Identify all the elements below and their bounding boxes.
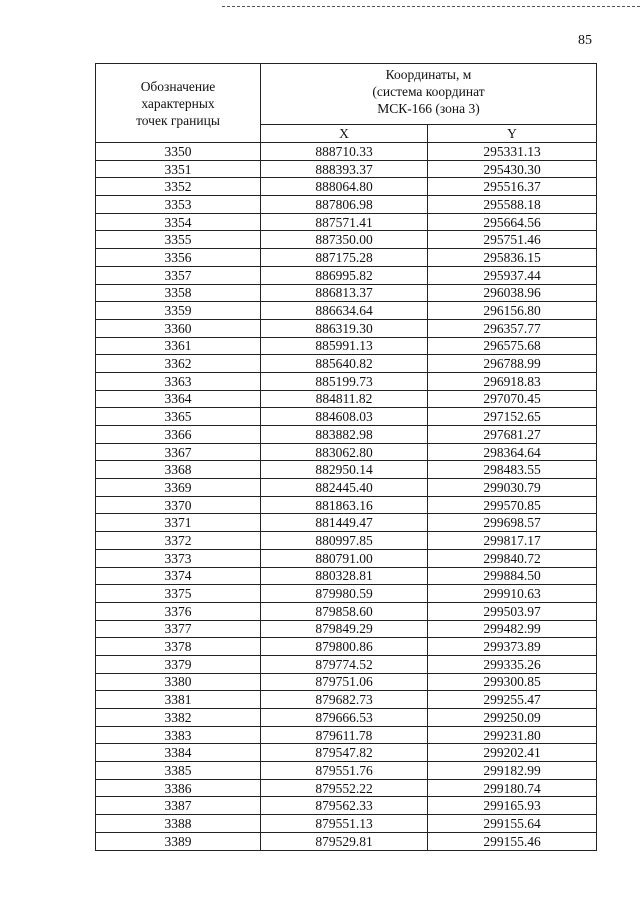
point-id-cell: 3356 (96, 249, 261, 267)
y-coordinate-cell: 299255.47 (428, 691, 597, 709)
table-row (96, 213, 597, 231)
x-coordinate-cell: 881449.47 (261, 514, 428, 532)
table-row (96, 691, 597, 709)
point-id-cell: 3388 (96, 815, 261, 833)
x-coordinate-cell: 888064.80 (261, 178, 428, 196)
table-row (96, 426, 597, 444)
point-id-cell: 3362 (96, 355, 261, 373)
x-coordinate-cell: 879547.82 (261, 744, 428, 762)
table-row (96, 567, 597, 585)
table-row (96, 390, 597, 408)
point-id-cell: 3381 (96, 691, 261, 709)
y-coordinate-cell: 299300.85 (428, 673, 597, 691)
point-id-cell: 3382 (96, 709, 261, 727)
point-id-cell: 3368 (96, 461, 261, 479)
x-coordinate-cell: 879849.29 (261, 620, 428, 638)
x-coordinate-cell: 879800.86 (261, 638, 428, 656)
x-coordinate-cell: 887571.41 (261, 213, 428, 231)
point-id-cell: 3351 (96, 160, 261, 178)
table-row (96, 302, 597, 320)
y-coordinate-cell: 296357.77 (428, 319, 597, 337)
y-coordinate-cell: 299570.85 (428, 496, 597, 514)
x-coordinate-cell: 888393.37 (261, 160, 428, 178)
table-row (96, 319, 597, 337)
y-coordinate-cell: 296918.83 (428, 372, 597, 390)
point-id-cell: 3383 (96, 726, 261, 744)
point-id-cell: 3370 (96, 496, 261, 514)
x-coordinate-cell: 887806.98 (261, 196, 428, 214)
table-row (96, 479, 597, 497)
x-coordinate-cell: 879551.76 (261, 762, 428, 780)
y-coordinate-cell: 299202.41 (428, 744, 597, 762)
table-row (96, 779, 597, 797)
coordinates-table (95, 63, 597, 851)
x-coordinate-cell: 887350.00 (261, 231, 428, 249)
x-coordinate-cell: 879858.60 (261, 602, 428, 620)
page-number: 85 (578, 33, 592, 48)
table-row (96, 532, 597, 550)
table-row (96, 408, 597, 426)
x-coordinate-cell: 879751.06 (261, 673, 428, 691)
table-row (96, 744, 597, 762)
table-row (96, 284, 597, 302)
point-id-cell: 3384 (96, 744, 261, 762)
table-row (96, 196, 597, 214)
x-column-header: X (261, 125, 428, 143)
table-row (96, 585, 597, 603)
y-coordinate-cell: 299155.64 (428, 815, 597, 833)
x-coordinate-cell: 879529.81 (261, 832, 428, 850)
x-coordinate-cell: 882445.40 (261, 479, 428, 497)
y-coordinate-cell: 295430.30 (428, 160, 597, 178)
y-coordinate-cell: 299155.46 (428, 832, 597, 850)
x-coordinate-cell: 879980.59 (261, 585, 428, 603)
y-coordinate-cell: 296038.96 (428, 284, 597, 302)
y-coordinate-cell: 297070.45 (428, 390, 597, 408)
y-coordinate-cell: 299030.79 (428, 479, 597, 497)
x-coordinate-cell: 879552.22 (261, 779, 428, 797)
x-coordinate-cell: 886813.37 (261, 284, 428, 302)
point-id-cell: 3366 (96, 426, 261, 444)
x-coordinate-cell: 888710.33 (261, 143, 428, 161)
x-coordinate-cell: 881863.16 (261, 496, 428, 514)
y-coordinate-cell: 296156.80 (428, 302, 597, 320)
table-row (96, 655, 597, 673)
y-coordinate-cell: 297152.65 (428, 408, 597, 426)
table-row (96, 709, 597, 727)
table-row (96, 726, 597, 744)
table-row (96, 337, 597, 355)
table-row (96, 266, 597, 284)
y-coordinate-cell: 299165.93 (428, 797, 597, 815)
table-row (96, 673, 597, 691)
point-id-cell: 3367 (96, 443, 261, 461)
table-body (96, 143, 597, 851)
point-id-cell: 3364 (96, 390, 261, 408)
y-coordinate-cell: 295331.13 (428, 143, 597, 161)
y-coordinate-cell: 298364.64 (428, 443, 597, 461)
x-coordinate-cell: 880328.81 (261, 567, 428, 585)
table-row (96, 832, 597, 850)
point-designation-header: Обозначение характерных точек границы (96, 64, 261, 143)
x-coordinate-cell: 880791.00 (261, 549, 428, 567)
point-id-cell: 3372 (96, 532, 261, 550)
x-coordinate-cell: 879551.13 (261, 815, 428, 833)
y-coordinate-cell: 299182.99 (428, 762, 597, 780)
point-id-cell: 3369 (96, 479, 261, 497)
point-id-cell: 3360 (96, 319, 261, 337)
x-coordinate-cell: 884608.03 (261, 408, 428, 426)
x-coordinate-cell: 887175.28 (261, 249, 428, 267)
table-row (96, 461, 597, 479)
table-row (96, 443, 597, 461)
x-coordinate-cell: 886319.30 (261, 319, 428, 337)
table-row (96, 815, 597, 833)
y-coordinate-cell: 295937.44 (428, 266, 597, 284)
table-row (96, 602, 597, 620)
y-coordinate-cell: 295751.46 (428, 231, 597, 249)
x-coordinate-cell: 882950.14 (261, 461, 428, 479)
point-id-cell: 3354 (96, 213, 261, 231)
point-id-cell: 3359 (96, 302, 261, 320)
point-id-cell: 3373 (96, 549, 261, 567)
point-id-cell: 3386 (96, 779, 261, 797)
table-row (96, 496, 597, 514)
y-coordinate-cell: 299373.89 (428, 638, 597, 656)
point-id-cell: 3371 (96, 514, 261, 532)
y-coordinate-cell: 295836.15 (428, 249, 597, 267)
x-coordinate-cell: 883062.80 (261, 443, 428, 461)
y-column-header: Y (428, 125, 597, 143)
point-id-cell: 3385 (96, 762, 261, 780)
y-coordinate-cell: 295588.18 (428, 196, 597, 214)
x-coordinate-cell: 886634.64 (261, 302, 428, 320)
point-id-cell: 3375 (96, 585, 261, 603)
x-coordinate-cell: 886995.82 (261, 266, 428, 284)
point-id-cell: 3387 (96, 797, 261, 815)
table-row (96, 231, 597, 249)
point-id-cell: 3355 (96, 231, 261, 249)
top-dashed-rule (222, 6, 640, 7)
point-id-cell: 3363 (96, 372, 261, 390)
y-coordinate-cell: 295516.37 (428, 178, 597, 196)
x-coordinate-cell: 884811.82 (261, 390, 428, 408)
point-id-cell: 3353 (96, 196, 261, 214)
y-coordinate-cell: 296788.99 (428, 355, 597, 373)
y-coordinate-cell: 299503.97 (428, 602, 597, 620)
point-id-cell: 3389 (96, 832, 261, 850)
table-row (96, 160, 597, 178)
x-coordinate-cell: 885199.73 (261, 372, 428, 390)
table-row (96, 372, 597, 390)
x-coordinate-cell: 885991.13 (261, 337, 428, 355)
y-coordinate-cell: 299910.63 (428, 585, 597, 603)
point-id-cell: 3377 (96, 620, 261, 638)
table-row (96, 549, 597, 567)
point-id-cell: 3380 (96, 673, 261, 691)
point-id-cell: 3376 (96, 602, 261, 620)
y-coordinate-cell: 299884.50 (428, 567, 597, 585)
y-coordinate-cell: 295664.56 (428, 213, 597, 231)
y-coordinate-cell: 299180.74 (428, 779, 597, 797)
y-coordinate-cell: 299231.80 (428, 726, 597, 744)
point-id-cell: 3350 (96, 143, 261, 161)
table-row (96, 638, 597, 656)
table-row (96, 620, 597, 638)
y-coordinate-cell: 299250.09 (428, 709, 597, 727)
point-id-cell: 3352 (96, 178, 261, 196)
x-coordinate-cell: 883882.98 (261, 426, 428, 444)
point-id-cell: 3358 (96, 284, 261, 302)
table-row (96, 143, 597, 161)
table-row (96, 178, 597, 196)
coordinates-header: Координаты, м (система координат МСК-166 (зона 3) (261, 64, 597, 125)
table-row (96, 355, 597, 373)
y-coordinate-cell: 299335.26 (428, 655, 597, 673)
x-coordinate-cell: 885640.82 (261, 355, 428, 373)
x-coordinate-cell: 879611.78 (261, 726, 428, 744)
y-coordinate-cell: 296575.68 (428, 337, 597, 355)
table-row (96, 249, 597, 267)
point-id-cell: 3357 (96, 266, 261, 284)
y-coordinate-cell: 299698.57 (428, 514, 597, 532)
table-header-row (96, 64, 597, 125)
y-coordinate-cell: 297681.27 (428, 426, 597, 444)
table-row (96, 762, 597, 780)
x-coordinate-cell: 879774.52 (261, 655, 428, 673)
point-id-cell: 3379 (96, 655, 261, 673)
x-coordinate-cell: 879562.33 (261, 797, 428, 815)
point-id-cell: 3378 (96, 638, 261, 656)
y-coordinate-cell: 299482.99 (428, 620, 597, 638)
y-coordinate-cell: 299817.17 (428, 532, 597, 550)
table-row (96, 797, 597, 815)
y-coordinate-cell: 299840.72 (428, 549, 597, 567)
x-coordinate-cell: 879682.73 (261, 691, 428, 709)
point-id-cell: 3365 (96, 408, 261, 426)
x-coordinate-cell: 880997.85 (261, 532, 428, 550)
x-coordinate-cell: 879666.53 (261, 709, 428, 727)
y-coordinate-cell: 298483.55 (428, 461, 597, 479)
table-row (96, 514, 597, 532)
point-id-cell: 3374 (96, 567, 261, 585)
point-id-cell: 3361 (96, 337, 261, 355)
